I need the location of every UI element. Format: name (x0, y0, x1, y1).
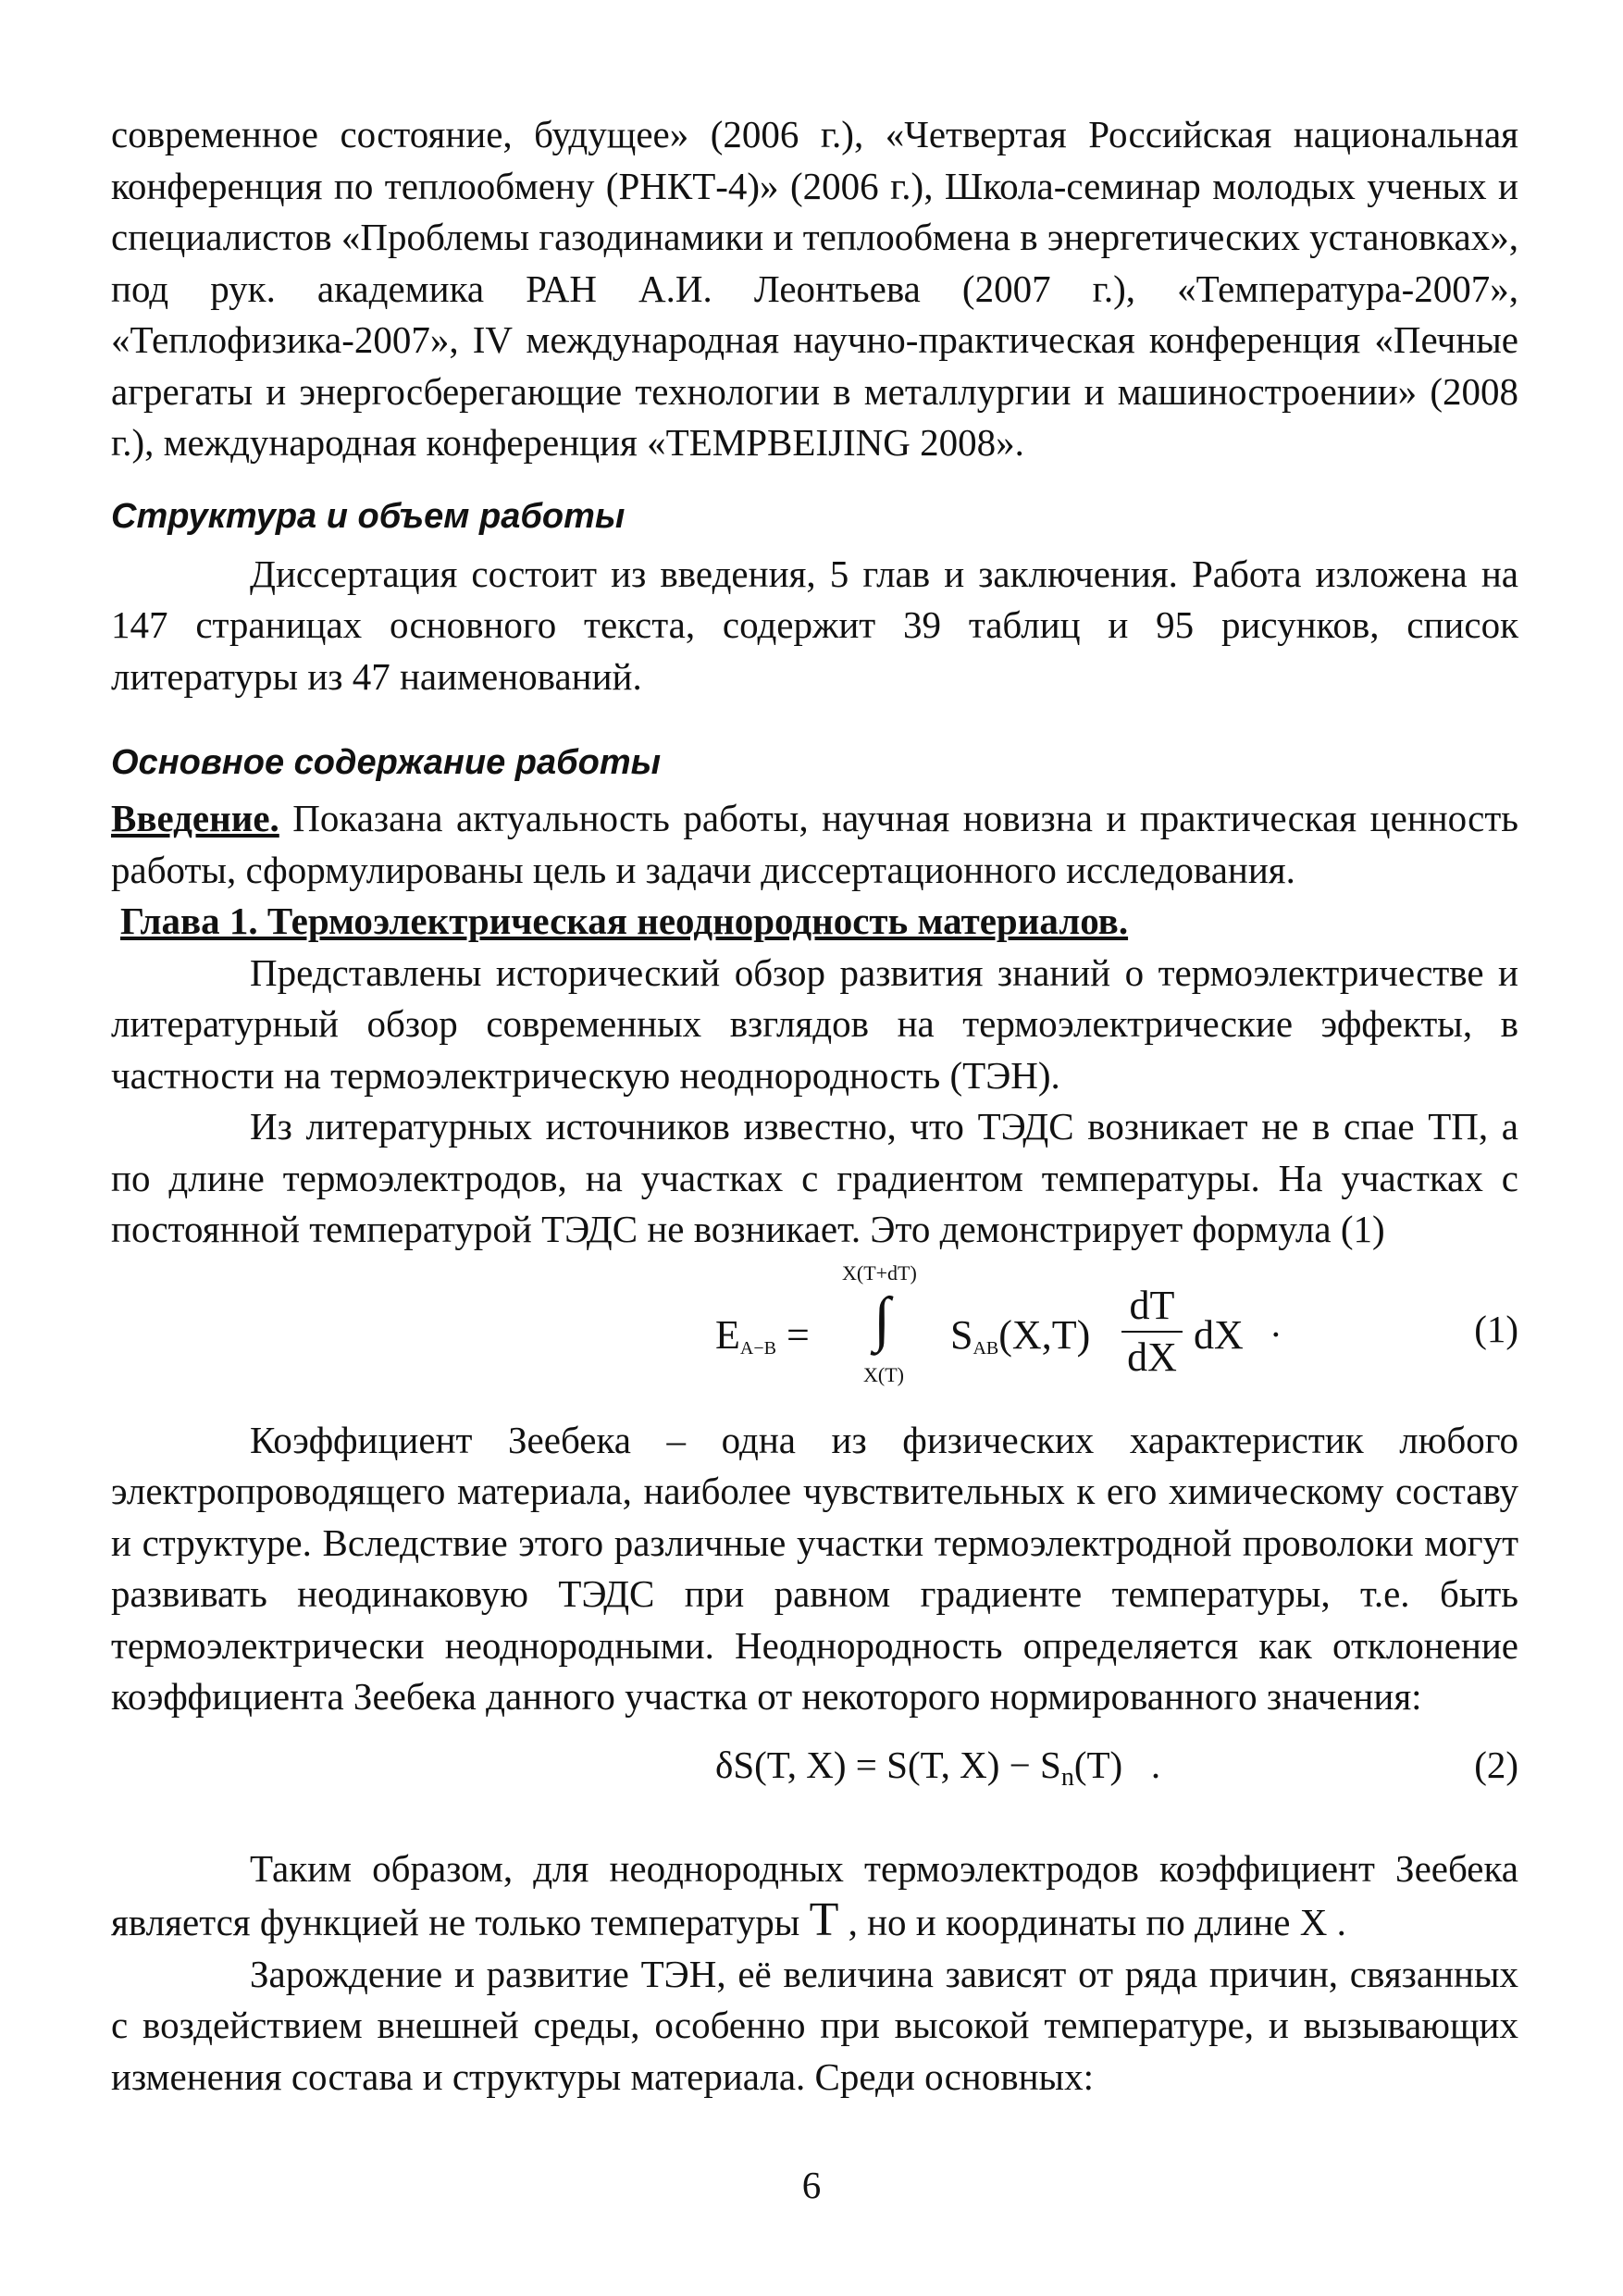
equation-2 (111, 1731, 1518, 1803)
equation-1-lhs: $E_{A-B}$ = (715, 1311, 810, 1359)
integral-lower-limit: X(T) (863, 1362, 904, 1386)
equation-1-number: (1) (1474, 1307, 1518, 1350)
introduction-text: Показана актуальность работы, научная новизна и практическая ценность работы, сформулированы цель и задачи диссертационного исследования. (111, 797, 1518, 891)
intro-paragraph: современное состояние, будущее» (2006 г.), «Четвертая Российская национальная конференция по теплообмену (РНКТ-4)» (2006 г.), Школа-семинар молодых ученых и специалистов «Проблемы газодинамики и теплообмена в энергетических установках», под рук. академика РАН А.И. Леонтьева (2007 г.), «Температура-2007», «Теплофизика-2007», IV международная научно-практическая конференция «Печные агрегаты и энергосберегающие технологии в металлургии и машиностроении» (2008 г.), международная конференция «TEMPBEIJING 2008». (111, 113, 1518, 464)
integral-sign: ∫ (873, 1285, 891, 1353)
differential: dX (1194, 1311, 1244, 1358)
introduction-paragraph (111, 793, 1518, 896)
chapter-paragraph-5: Зарождение и развитие ТЭН, её величина зависят от ряда причин, связанных с воздействием внешней среды, особенно при высокой температуре, и вызывающих изменения состава и структуры материала. Среди основных: (111, 1952, 1518, 2098)
derivative-fraction: dT dX (1121, 1284, 1183, 1380)
equation-2-number: (2) (1474, 1743, 1518, 1786)
variable-X: X (1299, 1901, 1328, 1943)
introduction-label: Введение. (111, 797, 279, 839)
chapter-paragraph-2: Из литературных источников известно, что ТЭДС возникает не в спае ТП, а по длине термоэлектродов, на участках с градиентом температуры. На участках с постоянной температурой ТЭДС не возникает. Это демонстрирует формула (1) (111, 1105, 1518, 1250)
integral-upper-limit: X(T+dT) (842, 1260, 917, 1285)
chapter-paragraph-3: Коэффициент Зеебека – одна из физических характеристик любого электропроводящего материала, наиболее чувствительных к его химическому составу и структуре. Вследствие этого различные участки термоэлектродной проволоки могут развивать неодинаковую ТЭДС при равном градиенте температуры, т.е. быть термоэлектрически неоднородными. Неоднородность определяется как отклонение коэффициента Зеебека данного участка от некоторого нормированного значения: (111, 1418, 1518, 1718)
variable-T: T (809, 1893, 839, 1946)
structure-paragraph: Диссертация состоит из введения, 5 глав и заключения. Работа изложена на 147 страницах основного текста, содержит 39 таблиц и 95 рисунков, список литературы из 47 наименований. (111, 552, 1518, 698)
page-number: 6 (801, 2164, 822, 2206)
equation-1-dot: · (1270, 1312, 1282, 1356)
equation-1 (111, 1256, 1518, 1415)
integrand: $S_{AB}(X,T)$ (950, 1311, 1091, 1359)
chapter-paragraph-1: Представлены исторический обзор развития знаний о термоэлектричестве и литературный обзор современных взглядов на термоэлектрические эффекты, в частности на термоэлектрическую неоднородность (ТЭН). (111, 950, 1518, 1097)
chapter-paragraph-4: Таким образом, для неоднородных термоэлектродов коэффициент Зеебека является функцией не только температуры T , но и координаты по длине X . (111, 1846, 1518, 1946)
content-heading: Основное содержание работы (111, 743, 662, 782)
structure-heading: Структура и объем работы (111, 496, 626, 536)
chapter-title: Глава 1. Термоэлектрическая неоднородность материалов. (120, 900, 1129, 942)
equation-2-body: δS(T, X) = S(T, $X) - S_n(T)$ . (715, 1743, 1161, 1792)
